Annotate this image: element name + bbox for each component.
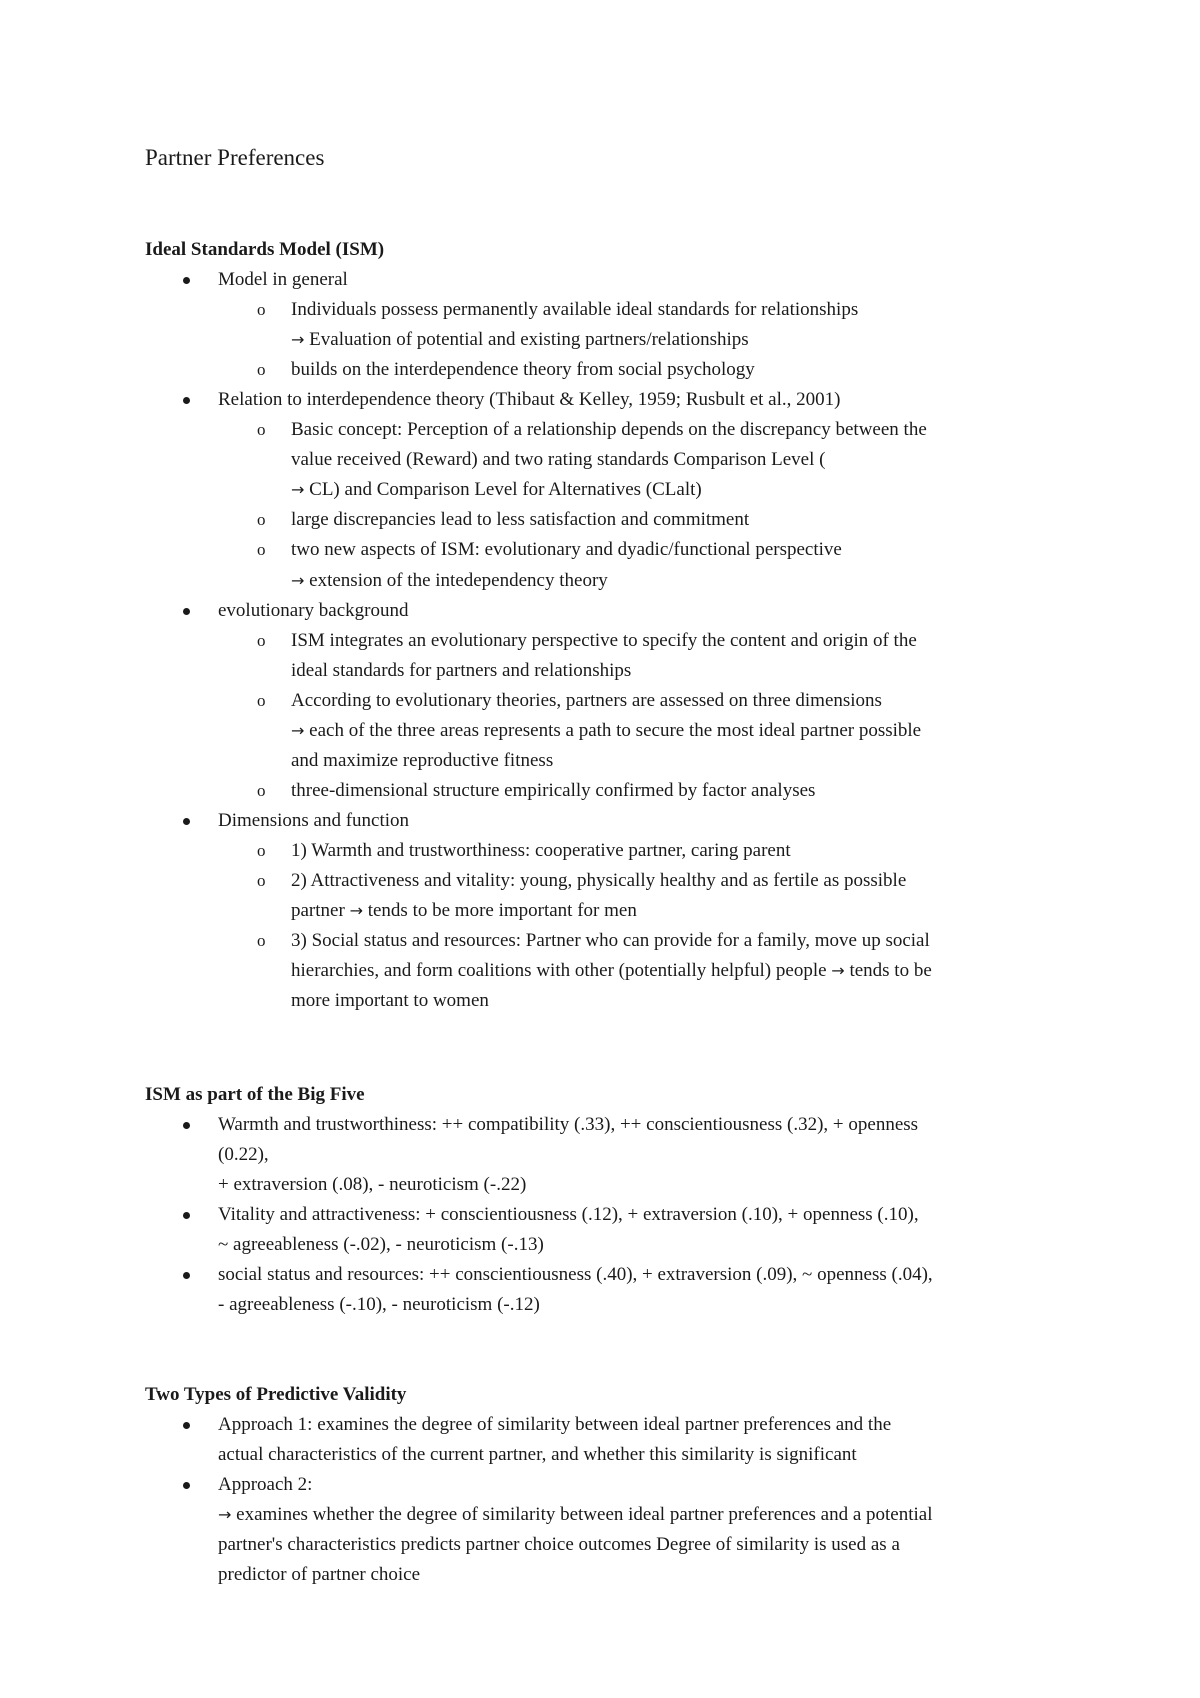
sub-item-text: → CL) and Comparison Level for Alternatives (CLalt) xyxy=(291,479,702,500)
list-item-text: actual characteristics of the current partner, and whether this similarity is significant xyxy=(218,1444,857,1465)
list-item-text: Vitality and attractiveness: + conscientiousness (.12), + extraversion (.10), + openness (.10), xyxy=(218,1204,919,1225)
list-item-text: Approach 2: xyxy=(218,1474,313,1495)
arrow-right-icon: → xyxy=(291,571,305,590)
sub-item-text: hierarchies, and form coalitions with other (potentially helpful) people → tends to be xyxy=(291,960,932,981)
list-item-text: - agreeableness (-.10), - neuroticism (-.12) xyxy=(218,1294,540,1315)
sub-bullet-icon: o xyxy=(257,420,266,439)
sub-bullet-icon: o xyxy=(257,931,266,950)
sub-bullet-icon: o xyxy=(257,691,266,710)
sub-item-text: more important to women xyxy=(291,990,489,1011)
bullet-icon xyxy=(183,1482,190,1489)
bullet-icon xyxy=(183,818,190,825)
sub-item-text: ideal standards for partners and relationships xyxy=(291,660,632,681)
sub-item-text: two new aspects of ISM: evolutionary and dyadic/functional perspective xyxy=(291,539,842,560)
sub-item-text: According to evolutionary theories, partners are assessed on three dimensions xyxy=(291,690,882,711)
list-item-text: → examines whether the degree of similarity between ideal partner preferences and a potential xyxy=(218,1504,933,1525)
section-heading-ism: Ideal Standards Model (ISM) xyxy=(145,239,385,260)
document-title: Partner Preferences xyxy=(145,145,325,170)
sub-item-text: ISM integrates an evolutionary perspective to specify the content and origin of the xyxy=(291,630,917,651)
bullet-icon xyxy=(183,1212,190,1219)
sub-item-text: 1) Warmth and trustworthiness: cooperative partner, caring parent xyxy=(291,840,791,861)
sub-bullet-icon: o xyxy=(257,510,266,529)
sub-item-text: three-dimensional structure empirically confirmed by factor analyses xyxy=(291,780,816,801)
bullet-icon xyxy=(183,1422,190,1429)
arrow-right-icon: → xyxy=(349,901,363,920)
bullet-icon xyxy=(183,1122,190,1129)
bullet-icon xyxy=(183,608,190,615)
list-item-text: predictor of partner choice xyxy=(218,1564,421,1585)
sub-item-text: → each of the three areas represents a path to secure the most ideal partner possible xyxy=(291,720,922,741)
list-item-text: Warmth and trustworthiness: ++ compatibility (.33), ++ conscientiousness (.32), + openness xyxy=(218,1114,919,1135)
list-item-relation: Relation to interdependence theory (Thibaut & Kelley, 1959; Rusbult et al., 2001) xyxy=(218,389,841,410)
sub-item-text: partner → tends to be more important for men xyxy=(291,900,637,921)
sub-item-text: and maximize reproductive fitness xyxy=(291,750,554,771)
list-item-model-general: Model in general xyxy=(218,269,348,290)
list-item-text: (0.22), xyxy=(218,1144,269,1165)
sub-item-text: Basic concept: Perception of a relationship depends on the discrepancy between the xyxy=(291,419,927,440)
arrow-right-icon: → xyxy=(291,721,305,740)
list-item-text: partner's characteristics predicts partner choice outcomes Degree of similarity is used as a xyxy=(218,1534,900,1555)
arrow-right-icon: → xyxy=(291,480,305,499)
arrow-right-icon: → xyxy=(218,1505,232,1524)
sub-bullet-icon: o xyxy=(257,631,266,650)
list-item-text: ~ agreeableness (-.02), - neuroticism (-.13) xyxy=(218,1234,544,1255)
sub-item-text: 3) Social status and resources: Partner who can provide for a family, move up social xyxy=(291,930,930,951)
sub-item-text: → Evaluation of potential and existing partners/relationships xyxy=(291,329,749,350)
sub-item-text: Individuals possess permanently available ideal standards for relationships xyxy=(291,299,859,320)
sub-item-text: 2) Attractiveness and vitality: young, physically healthy and as fertile as possible xyxy=(291,870,907,891)
sub-item-text: value received (Reward) and two rating standards Comparison Level ( xyxy=(291,449,826,470)
sub-bullet-icon: o xyxy=(257,300,266,319)
sub-bullet-icon: o xyxy=(257,841,266,860)
list-item-dimensions: Dimensions and function xyxy=(218,810,410,831)
sub-bullet-icon: o xyxy=(257,781,266,800)
sub-item-text: builds on the interdependence theory from social psychology xyxy=(291,359,755,380)
sub-item-text: large discrepancies lead to less satisfaction and commitment xyxy=(291,509,750,530)
list-item-text: social status and resources: ++ conscientiousness (.40), + extraversion (.09), ~ openness (.04), xyxy=(218,1264,933,1285)
sub-item-text: → extension of the intedependency theory xyxy=(291,570,608,591)
sub-bullet-icon: o xyxy=(257,360,266,379)
section-heading-validity: Two Types of Predictive Validity xyxy=(145,1384,407,1405)
bullet-icon xyxy=(183,277,190,284)
section-heading-big-five: ISM as part of the Big Five xyxy=(145,1084,365,1105)
list-item-text: + extraversion (.08), - neuroticism (-.22) xyxy=(218,1174,527,1195)
list-item-evolutionary: evolutionary background xyxy=(218,600,409,621)
arrow-right-icon: → xyxy=(831,961,845,980)
arrow-right-icon: → xyxy=(291,330,305,349)
list-item-text: Approach 1: examines the degree of similarity between ideal partner preferences and the xyxy=(218,1414,892,1435)
bullet-icon xyxy=(183,397,190,404)
bullet-icon xyxy=(183,1272,190,1279)
sub-bullet-icon: o xyxy=(257,871,266,890)
sub-bullet-icon: o xyxy=(257,540,266,559)
